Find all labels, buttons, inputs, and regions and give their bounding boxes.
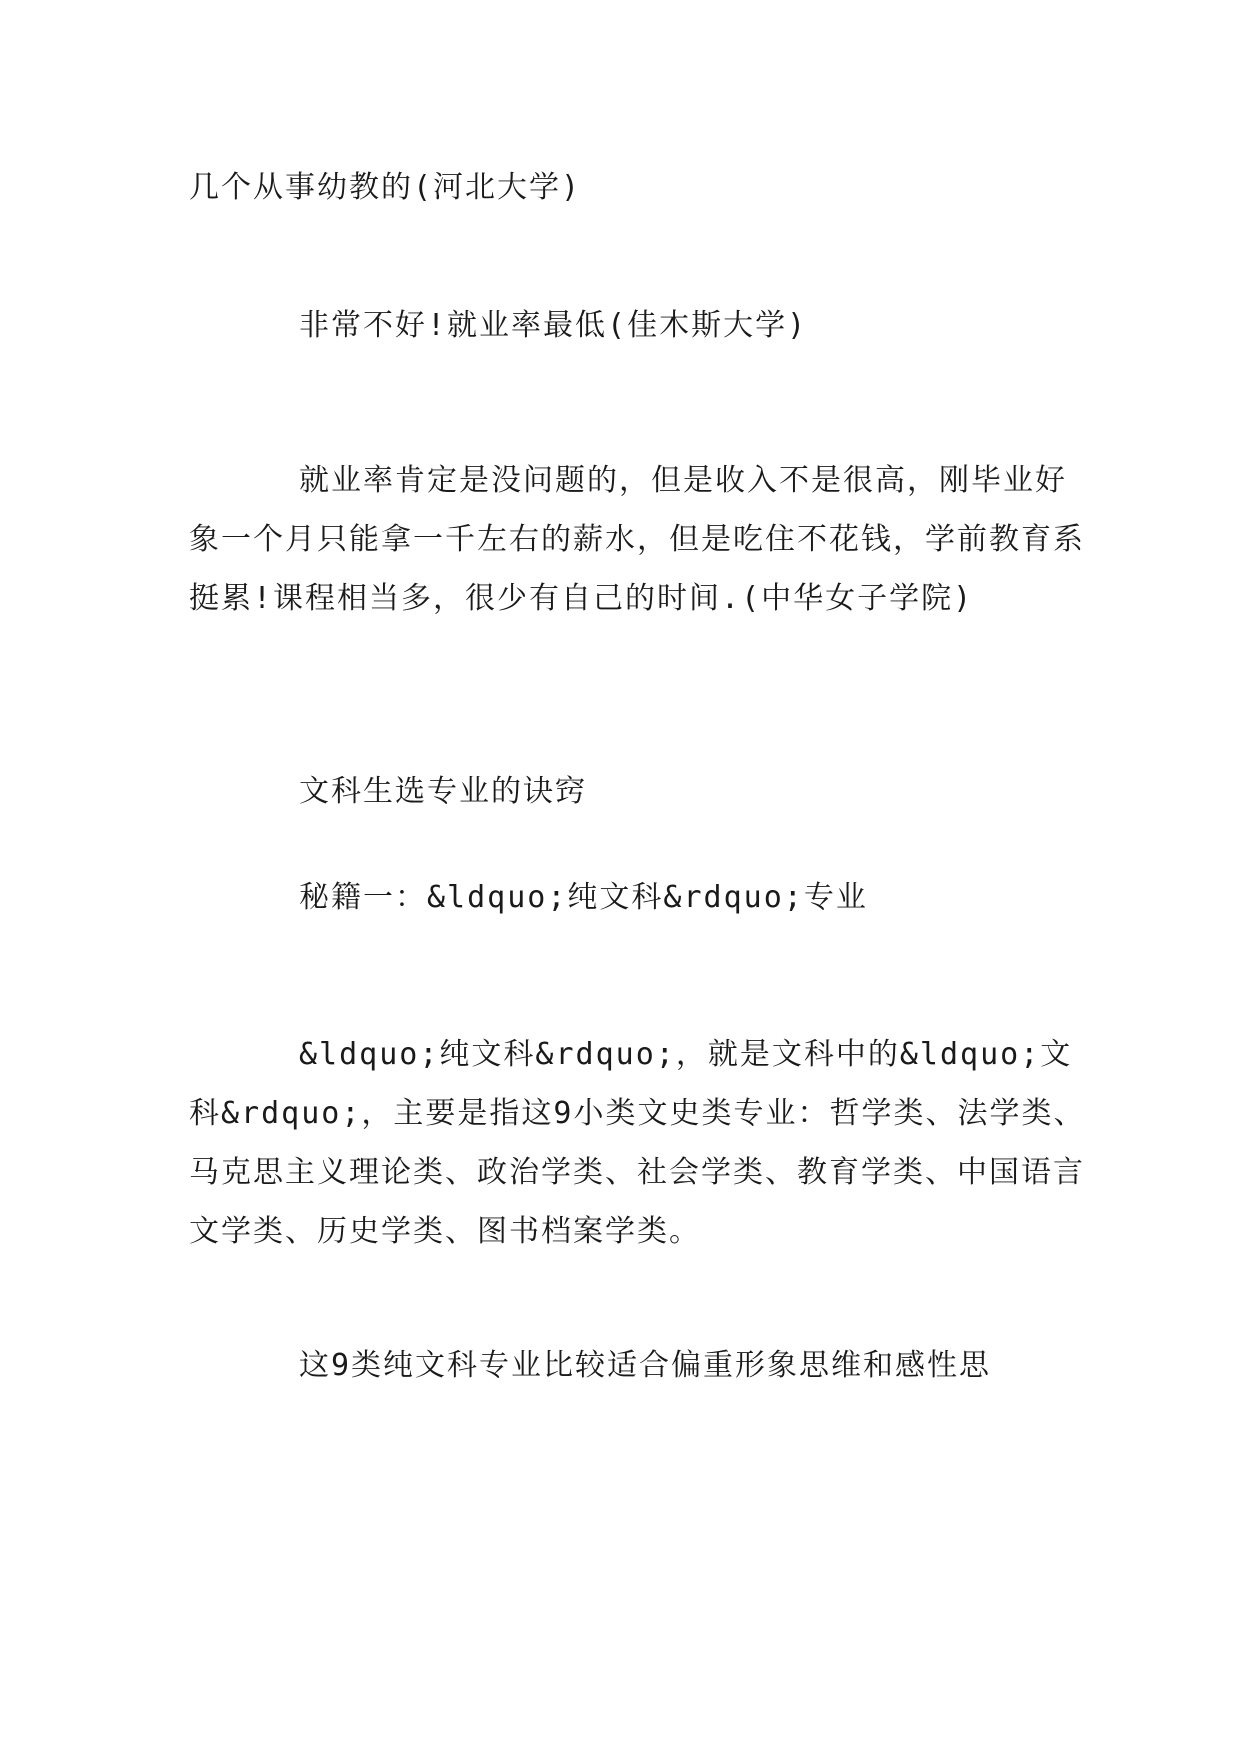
- paragraph-jiamusi-university: 非常不好!就业率最低(佳木斯大学): [299, 308, 808, 343]
- section-heading: 文科生选专业的诀窍: [299, 774, 587, 809]
- paragraph-nine-categories: 这9类纯文科专业比较适合偏重形象思维和感性思: [299, 1348, 992, 1383]
- secret-one-heading: 秘籍一：&ldquo;纯文科&rdquo;专业: [299, 880, 868, 915]
- paragraph-hebei-university: 几个从事幼教的(河北大学): [189, 170, 582, 205]
- paragraph-china-womens-college: 就业率肯定是没问题的，但是收入不是很高，刚毕业好象一个月只能拿一千左右的薪水，但是吃住不花钱，学前教育系挺累!课程相当多，很少有自己的时间.(中华女子学院): [189, 463, 1085, 616]
- paragraph-pure-liberal-arts: &ldquo;纯文科&rdquo;，就是文科中的&ldquo;文科&rdquo;，主要是指这9小类文史类专业：哲学类、法学类、马克思主义理论类、政治学类、社会学类、教育学类、中国语言文学类、历史学类、图书档案学类。: [189, 1037, 1086, 1249]
